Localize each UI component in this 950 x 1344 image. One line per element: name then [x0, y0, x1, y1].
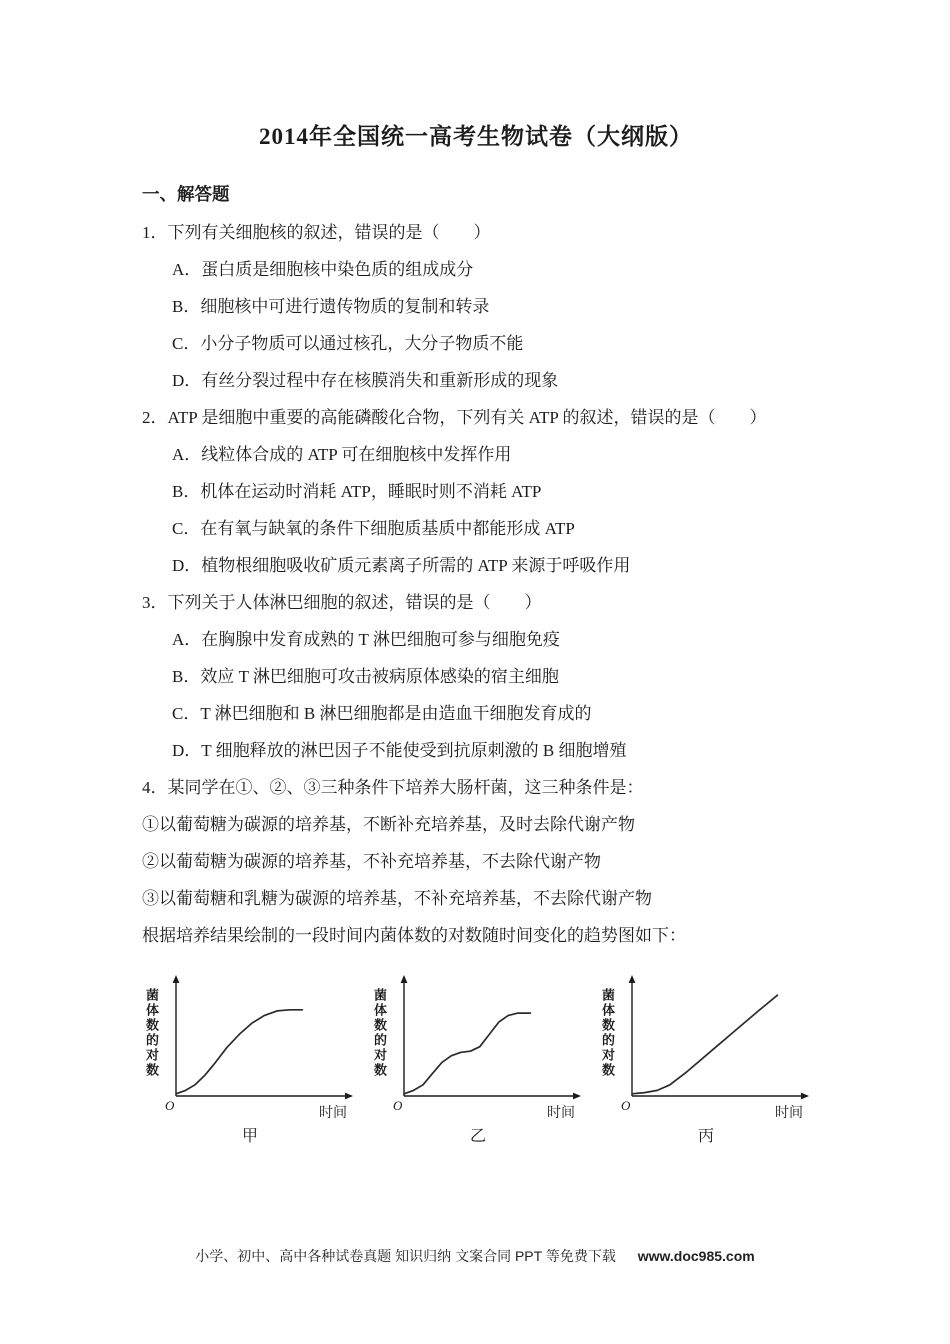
chart-plot-area: [162, 968, 358, 1120]
y-axis-label: 菌体数的对数: [600, 988, 615, 1078]
origin-label: O: [393, 1098, 403, 1113]
question-3-option-b: B．效应 T 淋巴细胞可攻击被病原体感染的宿主细胞: [172, 667, 559, 686]
question-2-option-b: B．机体在运动时消耗 ATP，睡眠时则不消耗 ATP: [172, 482, 542, 501]
footer-url: www.doc985.com: [637, 1248, 755, 1264]
y-axis-label: 菌体数的对数: [372, 988, 387, 1078]
question-3: [142, 584, 810, 769]
growth-curve: [176, 1010, 302, 1094]
growth-chart-yi: [370, 968, 586, 1146]
growth-charts-row: [142, 968, 814, 1146]
chart-caption: 丙: [697, 1128, 714, 1145]
question-1-option-b: B．细胞核中可进行遗传物质的复制和转录: [172, 297, 490, 316]
question-1-option-d: D．有丝分裂过程中存在核膜消失和重新形成的现象: [172, 371, 559, 390]
y-axis-arrow-icon: [173, 975, 180, 983]
question-3-option-c: C．T 淋巴细胞和 B 淋巴细胞都是由造血干细胞发育成的: [172, 704, 592, 723]
y-axis-arrow-icon: [401, 975, 408, 983]
chart-caption: 乙: [469, 1128, 486, 1145]
growth-curve: [404, 1013, 530, 1094]
question-3-option-a: A．在胸腺中发育成熟的 T 淋巴细胞可参与细胞免疫: [172, 630, 560, 649]
y-axis-label: 菌体数的对数: [144, 988, 159, 1078]
question-1: [142, 214, 810, 399]
chart-plot-area: [618, 968, 814, 1120]
question-4-condition-2: ②以葡萄糖为碳源的培养基，不补充培养基，不去除代谢产物: [142, 852, 601, 871]
x-axis-label: 时间: [775, 1104, 803, 1120]
x-axis-label: 时间: [547, 1104, 575, 1120]
question-2: [142, 399, 810, 584]
question-1-option-a: A．蛋白质是细胞核中染色质的组成成分: [172, 260, 474, 279]
page-title: 2014年全国统一高考生物试卷（大纲版）: [259, 124, 693, 149]
origin-label: O: [165, 1098, 175, 1113]
question-1-option-c: C．小分子物质可以通过核孔，大分子物质不能: [172, 334, 524, 353]
question-2-option-c: C．在有氧与缺氧的条件下细胞质基质中都能形成 ATP: [172, 519, 575, 538]
growth-curve: [632, 995, 777, 1094]
x-axis-arrow-icon: [801, 1093, 809, 1100]
chart-body: [142, 968, 358, 1120]
x-axis-label: 时间: [319, 1104, 347, 1120]
question-2-option-d: D．植物根细胞吸收矿质元素离子所需的 ATP 来源于呼吸作用: [172, 556, 631, 575]
growth-chart-bing: [598, 968, 814, 1146]
origin-label: O: [621, 1098, 631, 1113]
question-4-chart-intro: 根据培养结果绘制的一段时间内菌体数的对数随时间变化的趋势图如下：: [142, 926, 686, 945]
footer-text: 小学、初中、高中各种试卷真题 知识归纳 文案合同 PPT 等免费下载: [195, 1248, 616, 1264]
question-2-option-a: A．线粒体合成的 ATP 可在细胞核中发挥作用: [172, 445, 512, 464]
x-axis-arrow-icon: [345, 1093, 353, 1100]
question-4-condition-1: ①以葡萄糖为碳源的培养基，不断补充培养基，及时去除代谢产物: [142, 815, 635, 834]
question-3-option-d: D．T 细胞释放的淋巴因子不能使受到抗原刺激的 B 细胞增殖: [172, 741, 627, 760]
chart-plot-area: [390, 968, 586, 1120]
section-heading: 一、解答题: [142, 184, 230, 204]
chart-body: [370, 968, 586, 1120]
y-axis-arrow-icon: [629, 975, 636, 983]
question-3-stem: 3．下列关于人体淋巴细胞的叙述，错误的是（ ）: [142, 593, 542, 612]
growth-chart-jia: [142, 968, 358, 1146]
question-4-condition-3: ③以葡萄糖和乳糖为碳源的培养基，不补充培养基，不去除代谢产物: [142, 889, 652, 908]
page-footer: [0, 1246, 950, 1266]
question-4-stem: 4．某同学在①、②、③三种条件下培养大肠杆菌，这三种条件是：: [142, 778, 644, 797]
x-axis-arrow-icon: [573, 1093, 581, 1100]
chart-body: [598, 968, 814, 1120]
chart-caption: 甲: [241, 1128, 258, 1145]
question-2-stem: 2．ATP 是细胞中重要的高能磷酸化合物，下列有关 ATP 的叙述，错误的是（ ）: [142, 408, 767, 427]
question-4: [142, 769, 810, 954]
question-1-stem: 1．下列有关细胞核的叙述，错误的是（ ）: [142, 223, 491, 242]
